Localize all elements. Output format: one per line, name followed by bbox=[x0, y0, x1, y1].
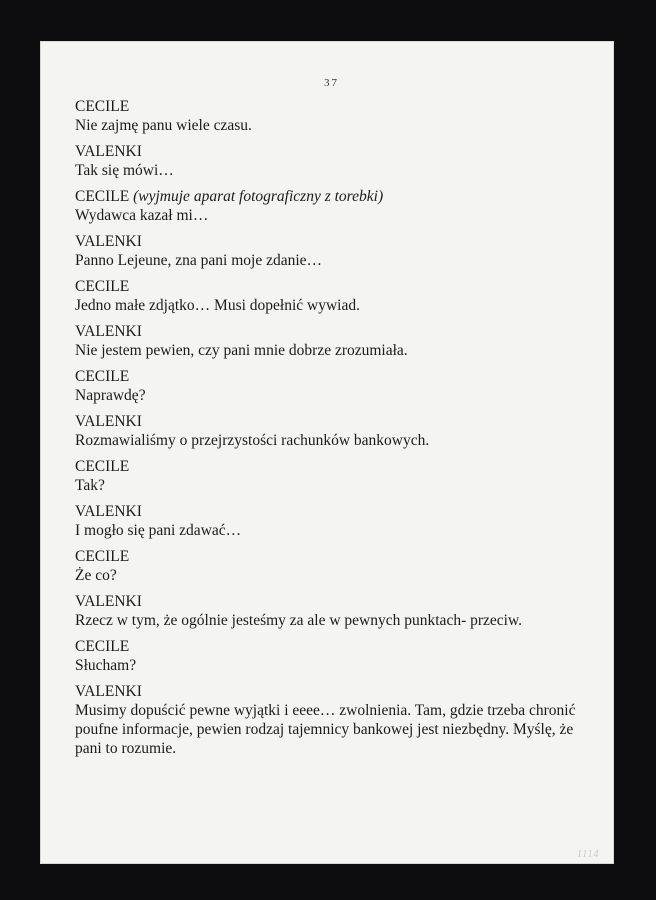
dialogue-block bbox=[75, 97, 595, 142]
dialogue-list bbox=[75, 97, 595, 758]
speaker-name: CECILE bbox=[75, 98, 130, 115]
speaker-name: VALENKI bbox=[75, 323, 142, 340]
dialogue-line: Rzecz w tym, że ogólnie jesteśmy za ale w pewnych punktach- przeciw. bbox=[75, 612, 523, 629]
dialogue-block bbox=[75, 142, 595, 187]
dialogue-line: Tak się mówi… bbox=[75, 162, 174, 179]
speaker-line bbox=[75, 187, 595, 206]
dialogue-block bbox=[75, 682, 595, 758]
dialogue-line: Panno Lejeune, zna pani moje zdanie… bbox=[75, 252, 323, 269]
dialogue-block bbox=[75, 187, 595, 232]
speaker-name: VALENKI bbox=[75, 593, 142, 610]
speaker-name: CECILE bbox=[75, 188, 130, 205]
speaker-name: VALENKI bbox=[75, 683, 142, 700]
dialogue-line: pani to rozumie. bbox=[75, 740, 177, 757]
dialogue-line: Nie zajmę panu wiele czasu. bbox=[75, 117, 252, 134]
dialogue-block bbox=[75, 232, 595, 277]
dialogue-block bbox=[75, 457, 595, 502]
dialogue-line: Wydawca kazał mi… bbox=[75, 207, 209, 224]
dialogue-line: Nie jestem pewien, czy pani mnie dobrze zrozumiała. bbox=[75, 342, 408, 359]
speaker-name: CECILE bbox=[75, 638, 130, 655]
dialogue-line: Musimy dopuścić pewne wyjątki i eeee… zwolnienia. Tam, gdzie trzeba chronić bbox=[75, 702, 576, 719]
speaker-name: CECILE bbox=[75, 458, 130, 475]
dialogue-line: Rozmawialiśmy o przejrzystości rachunków bankowych. bbox=[75, 432, 430, 449]
speaker-name: CECILE bbox=[75, 278, 130, 295]
speaker-name: VALENKI bbox=[75, 503, 142, 520]
dialogue-block bbox=[75, 367, 595, 412]
speaker-name: VALENKI bbox=[75, 413, 142, 430]
page-number: 37 bbox=[324, 77, 339, 89]
dialogue-block bbox=[75, 637, 595, 682]
dialogue-line: poufne informacje, pewien rodzaj tajemnicy bankowej jest niezbędny. Myślę, że bbox=[75, 721, 574, 738]
dialogue-line: Jedno małe zdjątko… Musi dopełnić wywiad. bbox=[75, 297, 360, 314]
dialogue-block bbox=[75, 547, 595, 592]
speaker-name: CECILE bbox=[75, 548, 130, 565]
script-page bbox=[40, 41, 614, 864]
dialogue-line: Naprawdę? bbox=[75, 387, 146, 404]
dialogue-line: Tak? bbox=[75, 477, 105, 494]
dialogue-block bbox=[75, 502, 595, 547]
dialogue-line: Że co? bbox=[75, 567, 117, 584]
dialogue-block bbox=[75, 592, 595, 637]
dialogue-line: Słucham? bbox=[75, 657, 137, 674]
stage-direction: (wyjmuje aparat fotograficzny z torebki) bbox=[133, 188, 384, 205]
dialogue-line: I mogło się pani zdawać… bbox=[75, 522, 242, 539]
archive-pencil-mark: 1114 bbox=[577, 849, 600, 860]
dialogue-block bbox=[75, 322, 595, 367]
speaker-name: VALENKI bbox=[75, 143, 142, 160]
dialogue-block bbox=[75, 277, 595, 322]
speaker-name: CECILE bbox=[75, 368, 130, 385]
dialogue-block bbox=[75, 412, 595, 457]
speaker-name: VALENKI bbox=[75, 233, 142, 250]
